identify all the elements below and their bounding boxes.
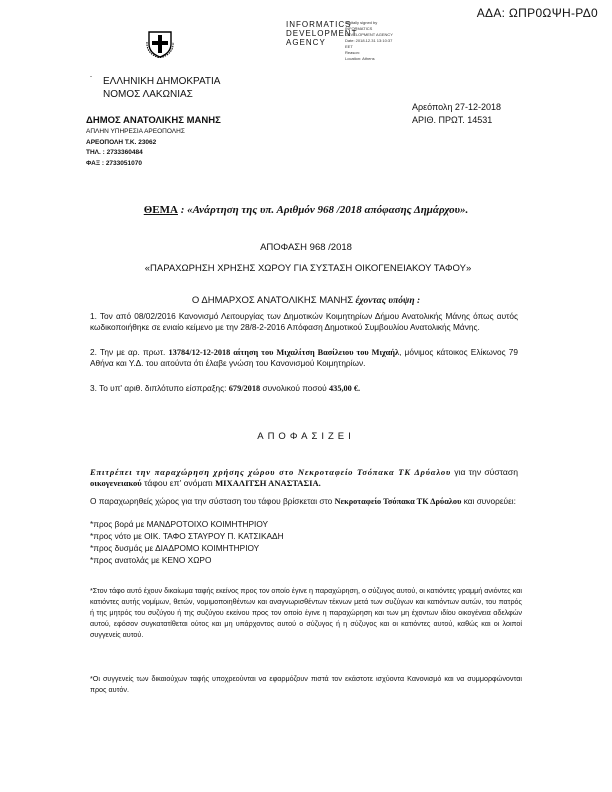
decides-heading: ΑΠΟΦΑΣΙΖΕΙ <box>257 431 355 442</box>
ada-code: ΑΔΑ: ΩΠΡ0ΩΨΗ-ΡΔ0 <box>476 6 598 20</box>
contact-block <box>86 127 185 169</box>
service-line: ΑΠΛΗΝ ΥΠΗΡΕΣΙΑ ΑΡΕΟΠΟΛΗΣ <box>86 128 185 135</box>
signature-agency: INFORMATICS DEVELOPMENT AGENCY <box>286 20 358 47</box>
municipality-name: ΔΗΜΟΣ ΑΝΑΤΟΛΙΚΗΣ ΜΑΝΗΣ <box>86 115 221 126</box>
mayor-line: Ο ΔΗΜΑΡΧΟΣ ΑΝΑΤΟΛΙΚΗΣ ΜΑΝΗΣ έχοντας υπόψη : <box>191 295 421 306</box>
border-north: *προς βορά με ΜΑΝΔΡΟΤΟΙΧΟ ΚΟΙΜΗΤΗΡΙΟΥ <box>90 519 269 529</box>
burial-rights-note: *Στον τάφο αυτό έχουν δικαίωμα ταφής εκείνος προς τον οποίο έγινε η παραχώρηση, ο σύζυγος αυτού, οι κατιόντες γραμμή ανιόντες και κατιόντες αυτής νομίμων, θετών, νομιμοποιηθέντων και αναγνωρισθέντων τέκνων μετά των συζύγων και κατιόντων αυτών, του πατρός ή της μητρός του συζύγου ή της συζύγου εκείνου προς τον οποίο έγινε η παραχώρηση και των μη έχοντων ιδίου οικογένεια αδελφών αυτού, εφόσον συγκατατίθεται ούτος και μη υπάρχοντος αυτού ο σύζυγος ή η σύζυγος και οι κατιόντες αυτού, καθώς και οι λοιποί συγγενείς αυτού. <box>90 586 522 639</box>
fax-line: ΦΑΞ : 2733051070 <box>86 159 142 167</box>
address-line: ΑΡΕΟΠΟΛΗ Τ.Κ. 23062 <box>86 138 157 146</box>
subject-label: ΘΕΜΑ <box>143 204 178 216</box>
signature-details: Digitally signed by INFORMATICS DEVELOPMENT AGENCY Date: 2018.12.31 13:10:37 EET Reason: Location: Athens <box>345 20 393 61</box>
greek-emblem-icon <box>146 28 174 58</box>
location-paragraph: Ο παραχωρηθείς χώρος για την σύσταση του τάφου βρίσκεται στο Νεκροταφείο Τσόπακα ΤΚ Δρύαλου και συνορεύει: <box>90 496 516 506</box>
decision-title: «ΠΑΡΑΧΩΡΗΣΗ ΧΡΗΣΗΣ ΧΩΡΟΥ ΓΙΑ ΣΥΣΤΑΣΗ ΟΙΚΟΓΕΝΕΙΑΚΟΥ ΤΑΦΟΥ» <box>144 263 472 274</box>
subject-text: : «Ανάρτηση της υπ. Αριθμόν 968 /2018 απόφασης Δημάρχου». <box>177 204 469 216</box>
consideration-3: 3. Το υπ' αριθ. διπλότυπο είσπραξης: 679/2018 συνολικού ποσού 435,00 €. <box>90 383 361 393</box>
consideration-2: 2. Την με αρ. πρωτ. 13784/12-12-2018 αίτηση του Μιχαλίτση Βασίλειου του Μιχαήλ, μόνιμος κάτοικος Ελίκωνος 79 Αθήνα και Υ.Δ. του αιτούντα ότι έλαβε γνώση του Κανονισμού Κοιμητηρίων. <box>90 347 518 368</box>
consideration-1: 1. Τον από 08/02/2016 Κανονισμό Λειτουργίας των Δημοτικών Κοιμητηρίων Δήμου Ανατολικής Μάνης όπως αυτός κωδικοποιήθηκε σε ενιαίο κείμενο με την 28/8-2-2016 Απόφαση Δημοτικού Συμβουλίου Ανατολικής Μάνης. <box>90 311 518 332</box>
grant-paragraph: Επιτρέπει την παραχώρηση χρήσης χώρου στο Νεκροταφείο Τσόπακα ΤΚ Δρύαλου για την σύσταση οικογενειακού τάφου επ' ονόματι ΜΙΧΑΛΙΤΣΗ ΑΝΑΣΤΑΣΙΑ. <box>90 467 518 488</box>
prefecture-label: ΝΟΜΟΣ ΛΑΚΩΝΙΑΣ <box>103 89 193 100</box>
border-south: *προς νότο με ΟΙΚ. ΤΑΦΟ ΣΤΑΥΡΟΥ Π. ΚΑΤΣΙΚΑΔΗ <box>90 531 284 541</box>
subject-line <box>0 204 612 216</box>
protocol-number: ΑΡΙΘ. ΠΡΩΤ. 14531 <box>412 115 493 125</box>
decision-heading: ΑΠΟΦΑΣΗ 968 /2018 <box>260 242 352 253</box>
city-date: Αρεόπολη 27-12-2018 <box>412 102 501 112</box>
phone-line: ΤΗΛ. : 2733360484 <box>86 149 143 156</box>
letterhead <box>103 75 220 101</box>
stray-dot: . <box>90 70 92 79</box>
compliance-note: *Οι συγγενείς των δικαιούχων ταφής υποχρεούνται να εφαρμόζουν πιστά τον εκάστοτε ισχύοντα Κανονισμό και να συμμορφώνονται προς αυτόν. <box>90 674 522 694</box>
republic-label: ΕΛΛΗΝΙΚΗ ΔΗΜΟΚΡΑΤΙΑ <box>103 76 221 87</box>
border-east: *προς ανατολάς με ΚΕΝΟ ΧΩΡΟ <box>90 555 212 565</box>
border-west: *προς δυσμάς με ΔΙΑΔΡΟΜΟ ΚΟΙΜΗΤΗΡΙΟΥ <box>90 543 260 553</box>
